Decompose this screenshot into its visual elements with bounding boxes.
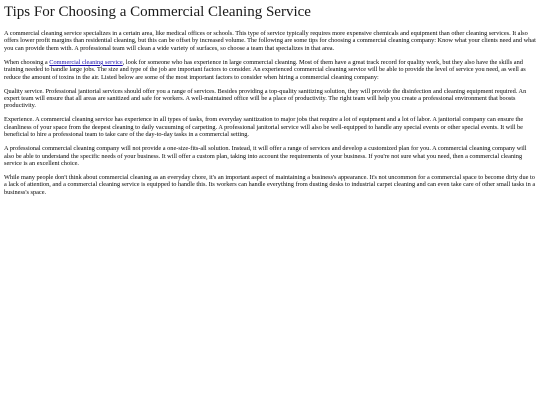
paragraph-custom-plan: A professional commercial cleaning company will not provide a one-size-fits-all solution. Instead, it will offer a range of services and develop a customized plan for you. A commercial cleaning company will also be able to understand the specific needs of your business. It will offer a custom plan, taking into account the requirements of your business. If you're not sure what you need, then a commercial cleaning service is an excellent choice.	[4, 145, 527, 168]
paragraph-intro: A commercial cleaning service specializes in a certain area, like medical offices or schools. This type of service typically requires more expensive chemicals and equipment than other cleaning services. It also offers lower profit margins than residential cleaning, but this can be offset by increased volume. The following are some tips for choosing a commercial cleaning company: Know what your clients need and what you can provide them with. A professional team will clean a wide variety of surfaces, so choose a team that specializes in that area.	[4, 30, 536, 52]
paragraph-experience: Experience. A commercial cleaning service has experience in all types of tasks, from everyday sanitization to major jobs that require a lot of equipment and a lot of labor. A janitorial company can ensure the cleanliness of your space from the deepest cleaning to daily vacuuming of carpeting. A professional janitorial service will also be well-equipped to handle any special events or other special events. It will be beneficial to hire a professional team to take care of the day-to-day tasks in a commercial setting.	[4, 116, 524, 139]
paragraph-choosing	[4, 59, 536, 81]
paragraph-quality: Quality service. Professional janitorial services should offer you a range of services. Besides providing a top-quality sanitizing solution, they will provide the disinfection and cleaning equipment required. An expert team will ensure that all areas are sanitized and safe for workers. A well-maintained office will be a place of productivity. The right team will help you create a professional environment that boosts productivity.	[4, 87, 527, 110]
paragraph-choosing-after: , look for someone who has experience in large commercial cleaning. Most of them have a great track record for quality work, but they also have the skills and training needed to handle large jobs. The size and type of the job are important factors to consider. An experienced commercial cleaning service will be able to provide the level of service you need, as well as reduce the amount of toxins in the air. Listed below are some of the most important factors to consider when hiring a commercial cleaning company:	[4, 58, 526, 81]
paragraph-everyday: While many people don't think about commercial cleaning as an everyday chore, it's an important aspect of maintaining a business's appearance. It's not uncommon for a commercial space to become dirty due to a lack of attention, and a commercial cleaning service is equipped to handle this. Its workers can handle everything from dusting desks to industrial carpet cleaning and can even take care of other small tasks in a business's space.	[4, 174, 536, 196]
page-title: Tips For Choosing a Commercial Cleaning Service	[4, 4, 311, 20]
paragraph-choosing-before: When choosing a	[4, 58, 50, 66]
commercial-cleaning-service-link[interactable]: Commercial cleaning service	[49, 58, 123, 66]
article	[0, 0, 540, 196]
